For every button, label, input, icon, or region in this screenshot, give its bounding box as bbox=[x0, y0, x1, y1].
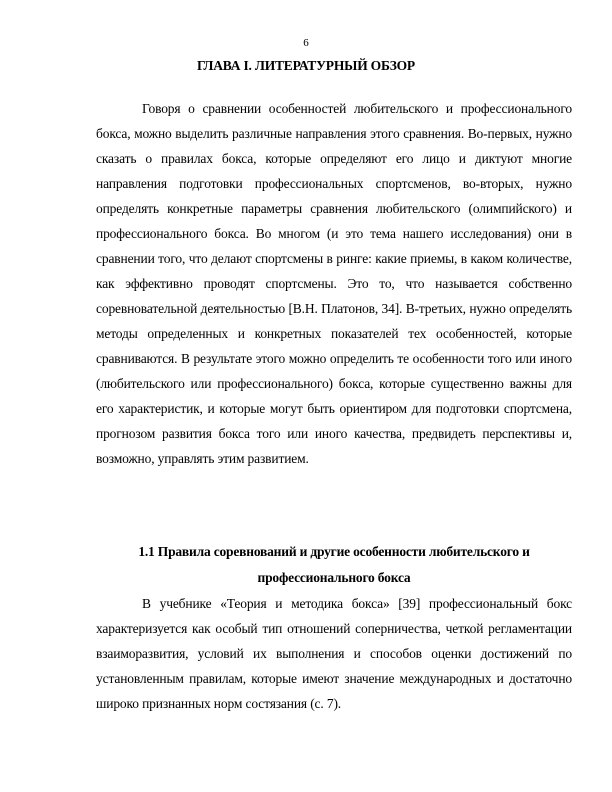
body-paragraph-1: Говоря о сравнении особенностей любительского и профессионального бокса, можно выделить различные направления этого сравнения. Во-первых, нужно сказать о правилах бокса, которые определяют его лицо и диктуют многие направления подготовки профессиональных спортсменов, во-вторых, нужно определять конкретные параметры сравнения любительского (олимпийского) и профессионального бокса. Во многом (и это тема нашего исследования) они в сравнении того, что делают спортсмены в ринге: какие приемы, в каком количестве, как эффективно проводят спортсмены. Это то, что называется собственно соревновательной деятельностью [В.Н. Платонов, 34]. В-третьих, нужно определять методы определенных и конкретных показателей тех особенностей, которые сравниваются. В результате этого можно определить те особенности того или иного (любительского или профессионального) бокса, которые существенно важны для его характеристик, и которые могут быть ориентиром для подготовки спортсмена, прогнозом развития бокса того или иного качества, предвидеть перспективы и, возможно, управлять этим развитием. bbox=[96, 101, 572, 466]
section-title: 1.1 Правила соревнований и другие особенности любительского и профессионального бокса bbox=[138, 544, 530, 585]
page-number: 6 bbox=[303, 37, 309, 49]
body-paragraph-2: В учебнике «Теория и методика бокса» [39] профессиональный бокс характеризуется как особый тип отношений соперничества, четкой регламентации взаиморазвития, условий их выполнения и способов оценки достижений по установленным правилам, которые имеют значение международных и достаточно широко признанных норм состязания (с. 7). bbox=[96, 596, 572, 711]
chapter-title: ГЛАВА I. ЛИТЕРАТУРНЫЙ ОБЗОР bbox=[197, 58, 415, 73]
